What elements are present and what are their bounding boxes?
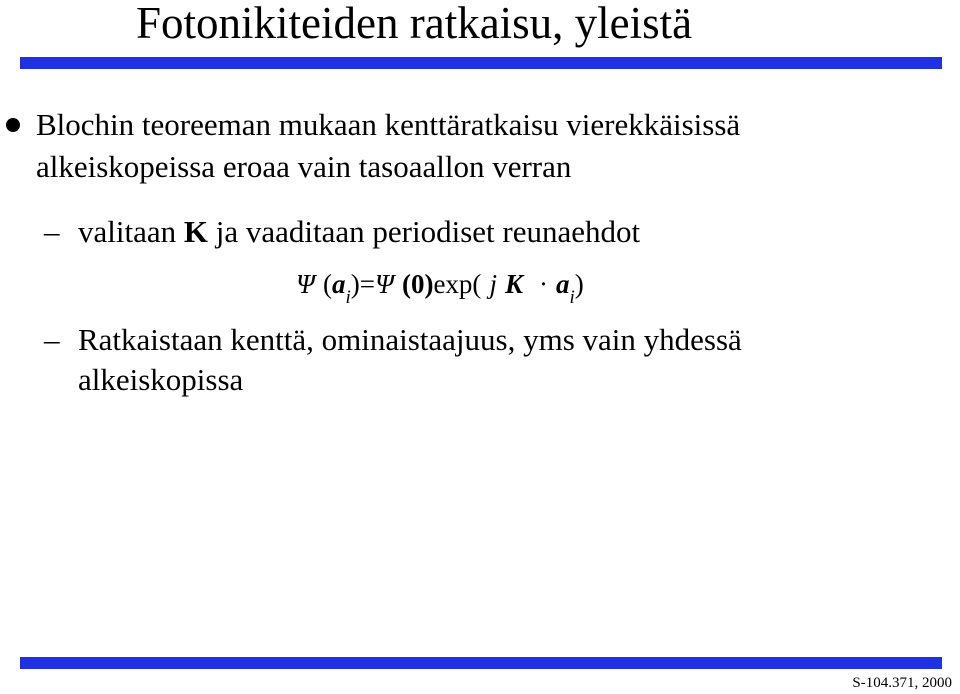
formula-lparen: ( <box>322 269 332 299</box>
sub-bullet-2-line-1: Ratkaistaan kenttä, ominaistaajuus, yms vain yhdessä <box>78 322 742 357</box>
formula-k: K <box>504 269 523 299</box>
sub-bullet-1-pre: valitaan <box>78 214 184 249</box>
sub-bullet-1-post: ja vaaditaan periodiset reunaehdot <box>208 214 641 249</box>
footer-course-code: S-104.371, 2000 <box>852 675 952 691</box>
bullet-dot <box>6 118 20 132</box>
sub-bullet-dash-1: – <box>44 214 60 249</box>
bullet-1-line-1: Blochin teoreeman mukaan kenttäratkaisu vierekkäisissä <box>36 107 741 142</box>
formula-rparen-eq: )= <box>350 269 375 299</box>
formula-psi-2: Ψ <box>374 269 394 299</box>
formula-sub-i-2: i <box>569 287 575 308</box>
formula-close: ) <box>574 269 584 299</box>
formula-sub-i: i <box>345 287 351 308</box>
sub-bullet-1 <box>78 213 640 250</box>
top-rule <box>20 57 942 69</box>
sub-bullet-dash-2: – <box>44 322 60 357</box>
formula-dot: · <box>538 269 548 299</box>
formula-a-2: a <box>555 269 570 299</box>
formula-exp: exp( <box>433 269 482 299</box>
formula-j: j <box>489 269 497 299</box>
bullet-1-line-2: alkeiskopeissa eroaa vain tasoaallon verran <box>36 149 572 184</box>
slide-title: Fotonikiteiden ratkaisu, yleistä <box>136 0 693 48</box>
formula-zero: (0) <box>401 269 434 299</box>
bloch-formula <box>296 264 584 308</box>
bottom-rule <box>20 657 942 669</box>
vector-k: K <box>183 214 208 249</box>
sub-bullet-2-line-2: alkeiskopissa <box>78 362 244 397</box>
formula-a: a <box>331 269 346 299</box>
formula-psi: Ψ <box>296 269 315 299</box>
